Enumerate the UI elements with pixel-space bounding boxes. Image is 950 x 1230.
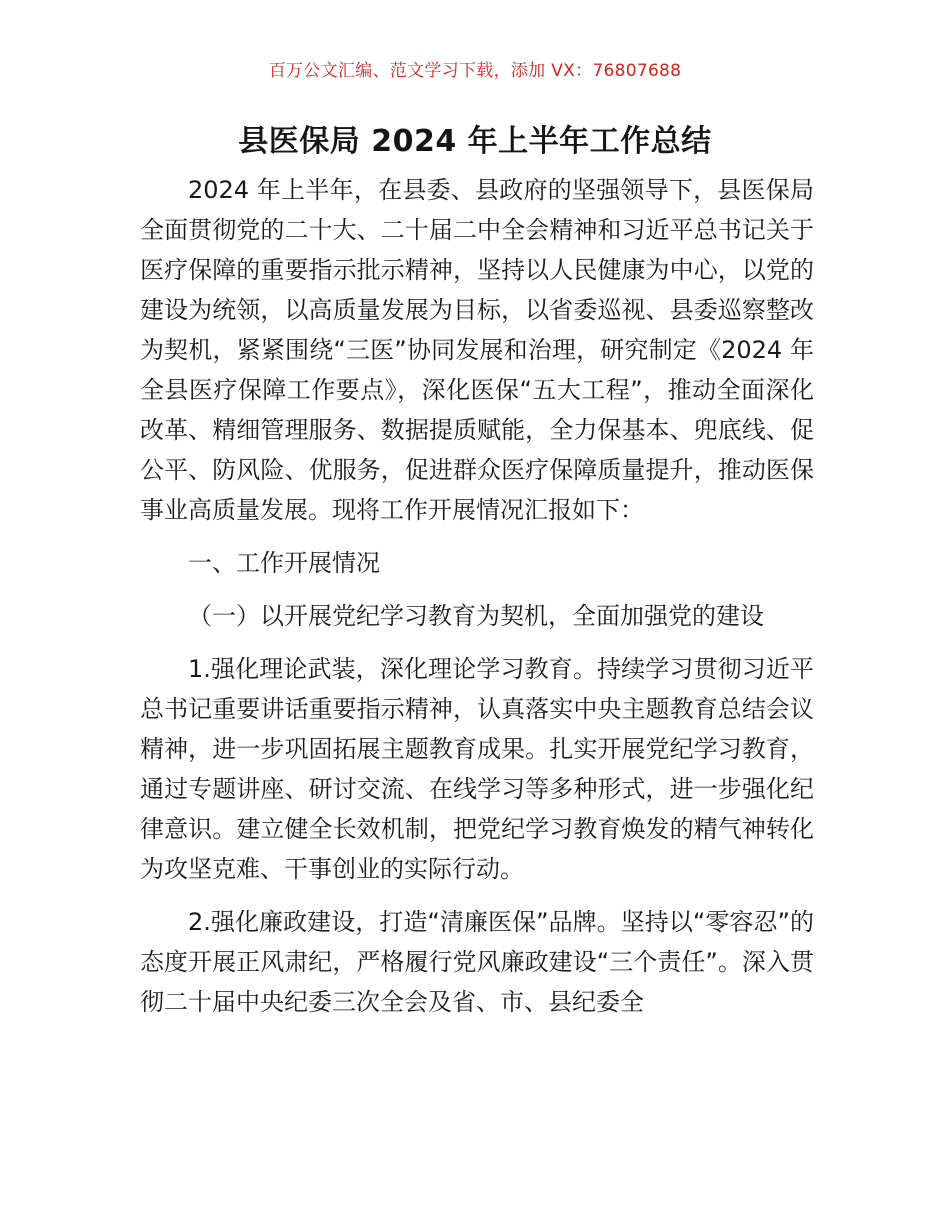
- watermark-header: 百万公文汇编、范文学习下载，添加 VX：76807688: [268, 61, 682, 81]
- item-paragraph-1: 1.强化理论武装，深化理论学习教育。持续学习贯彻习近平总书记重要讲话重要指示精神，认真落实中央主题教育总结会议精神，进一步巩固拓展主题教育成果。扎实开展党纪学习教育，通过专题讲座、研讨交流、在线学习等多种形式，进一步强化纪律意识。建立健全长效机制，把党纪学习教育焕发的精气神转化为攻坚克难、干事创业的实际行动。: [140, 655, 814, 883]
- document-body: [140, 170, 814, 1022]
- item-paragraph-2: 2.强化廉政建设，打造“清廉医保”品牌。坚持以“零容忍”的态度开展正风肃纪，严格履行党风廉政建设“三个责任”。深入贯彻二十届中央纪委三次全会及省、市、县纪委全: [140, 908, 814, 1016]
- document-title: 县医保局 2024 年上半年工作总结: [238, 124, 712, 159]
- subsection-heading: （一）以开展党纪学习教育为契机，全面加强党的建设: [188, 602, 764, 630]
- intro-paragraph: 2024 年上半年，在县委、县政府的坚强领导下，县医保局全面贯彻党的二十大、二十届二中全会精神和习近平总书记关于医疗保障的重要指示批示精神，坚持以人民健康为中心，以党的建设为统领，以高质量发展为目标，以省委巡视、县委巡察整改为契机，紧紧围绕“三医”协同发展和治理，研究制定《2024 年全县医疗保障工作要点》，深化医保“五大工程”，推动全面深化改革、精细管理服务、数据提质赋能，全力保基本、兜底线、促公平、防风险、优服务，促进群众医疗保障质量提升，推动医保事业高质量发展。现将工作开展情况汇报如下：: [140, 176, 814, 524]
- section-heading: 一、工作开展情况: [188, 549, 380, 577]
